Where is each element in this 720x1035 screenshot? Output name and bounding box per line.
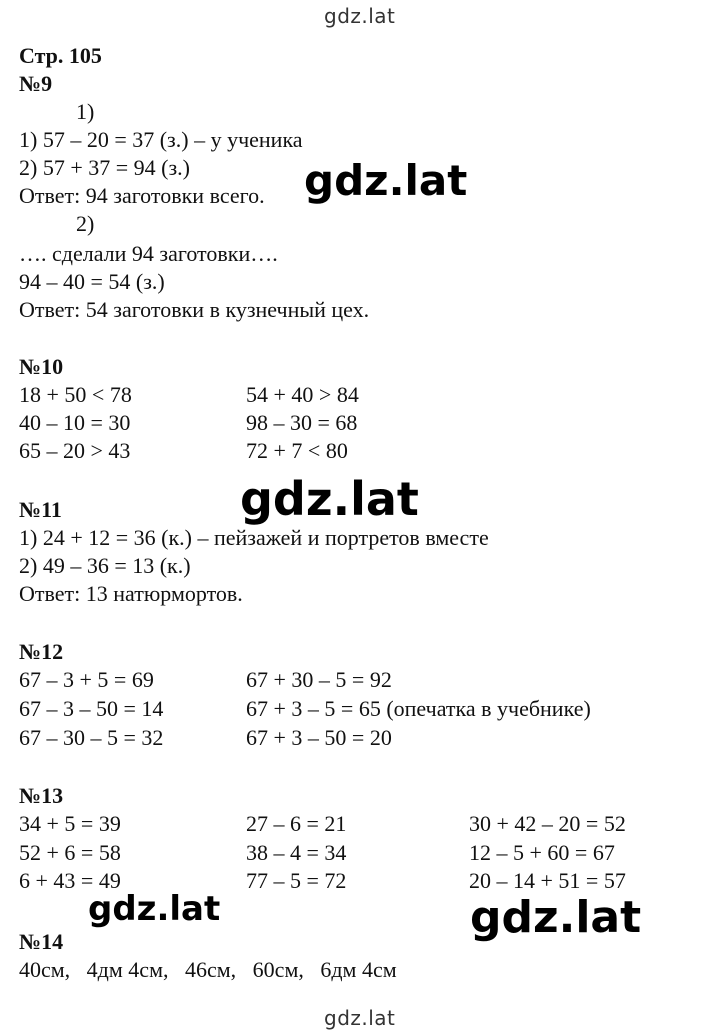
task14-heading: №14 [19, 929, 64, 954]
task12-r1-c1: 67 – 3 + 5 = 69 [19, 667, 154, 692]
watermark-big-3: gdz.lat [88, 889, 221, 929]
task11-answer: Ответ: 13 натюрмортов. [19, 581, 243, 606]
task10-r1-c1: 18 + 50 < 78 [19, 382, 132, 407]
task11-line1: 1) 24 + 12 = 36 (к.) – пейзажей и портретов вместе [19, 525, 489, 550]
task9-line4: 94 – 40 = 54 (з.) [19, 269, 165, 294]
task12-heading: №12 [19, 639, 64, 664]
task13-r2-c3: 12 – 5 + 60 = 67 [469, 840, 615, 865]
task13-r1-c3: 30 + 42 – 20 = 52 [469, 811, 626, 836]
task9-answer2: Ответ: 54 заготовки в кузнечный цех. [19, 297, 370, 322]
task12-r3-c1: 67 – 30 – 5 = 32 [19, 725, 164, 750]
task11-line2: 2) 49 – 36 = 13 (к.) [19, 553, 191, 578]
task10-r1-c2: 54 + 40 > 84 [246, 382, 359, 407]
task13-r2-c1: 52 + 6 = 58 [19, 840, 121, 865]
task11-heading: №11 [19, 497, 62, 522]
task13-heading: №13 [19, 783, 64, 808]
task9-line3: …. сделали 94 заготовки…. [19, 241, 278, 266]
task9-answer1: Ответ: 94 заготовки всего. [19, 183, 265, 208]
task9-part2-label: 2) [76, 211, 95, 236]
task10-heading: №10 [19, 354, 64, 379]
watermark-big-1: gdz.lat [304, 156, 468, 205]
task10-r2-c1: 40 – 10 = 30 [19, 410, 131, 435]
task13-r2-c2: 38 – 4 = 34 [246, 840, 347, 865]
task12-r1-c2: 67 + 30 – 5 = 92 [246, 667, 392, 692]
task12-r2-c1: 67 – 3 – 50 = 14 [19, 696, 164, 721]
task13-r3-c3: 20 – 14 + 51 = 57 [469, 868, 626, 893]
watermark-bottom: gdz.lat [324, 1006, 396, 1030]
task10-r3-c1: 65 – 20 > 43 [19, 438, 131, 463]
task10-r2-c2: 98 – 30 = 68 [246, 410, 358, 435]
task10-r3-c2: 72 + 7 < 80 [246, 438, 348, 463]
task12-r2-c2: 67 + 3 – 5 = 65 (опечатка в учебнике) [246, 696, 591, 721]
task13-r1-c1: 34 + 5 = 39 [19, 811, 121, 836]
task14-line1: 40см, 4дм 4см, 46см, 60см, 6дм 4см [19, 957, 397, 982]
task13-r1-c2: 27 – 6 = 21 [246, 811, 347, 836]
task9-heading: №9 [19, 71, 53, 96]
task12-r3-c2: 67 + 3 – 50 = 20 [246, 725, 392, 750]
watermark-top: gdz.lat [324, 4, 396, 28]
page-title: Стр. 105 [19, 43, 102, 68]
task9-part1-label: 1) [76, 99, 95, 124]
task9-line1: 1) 57 – 20 = 37 (з.) – у ученика [19, 127, 303, 152]
watermark-big-4: gdz.lat [470, 892, 642, 943]
watermark-big-2: gdz.lat [240, 472, 419, 526]
task9-line2: 2) 57 + 37 = 94 (з.) [19, 155, 190, 180]
task13-r3-c2: 77 – 5 = 72 [246, 868, 347, 893]
task13-r3-c1: 6 + 43 = 49 [19, 868, 121, 893]
